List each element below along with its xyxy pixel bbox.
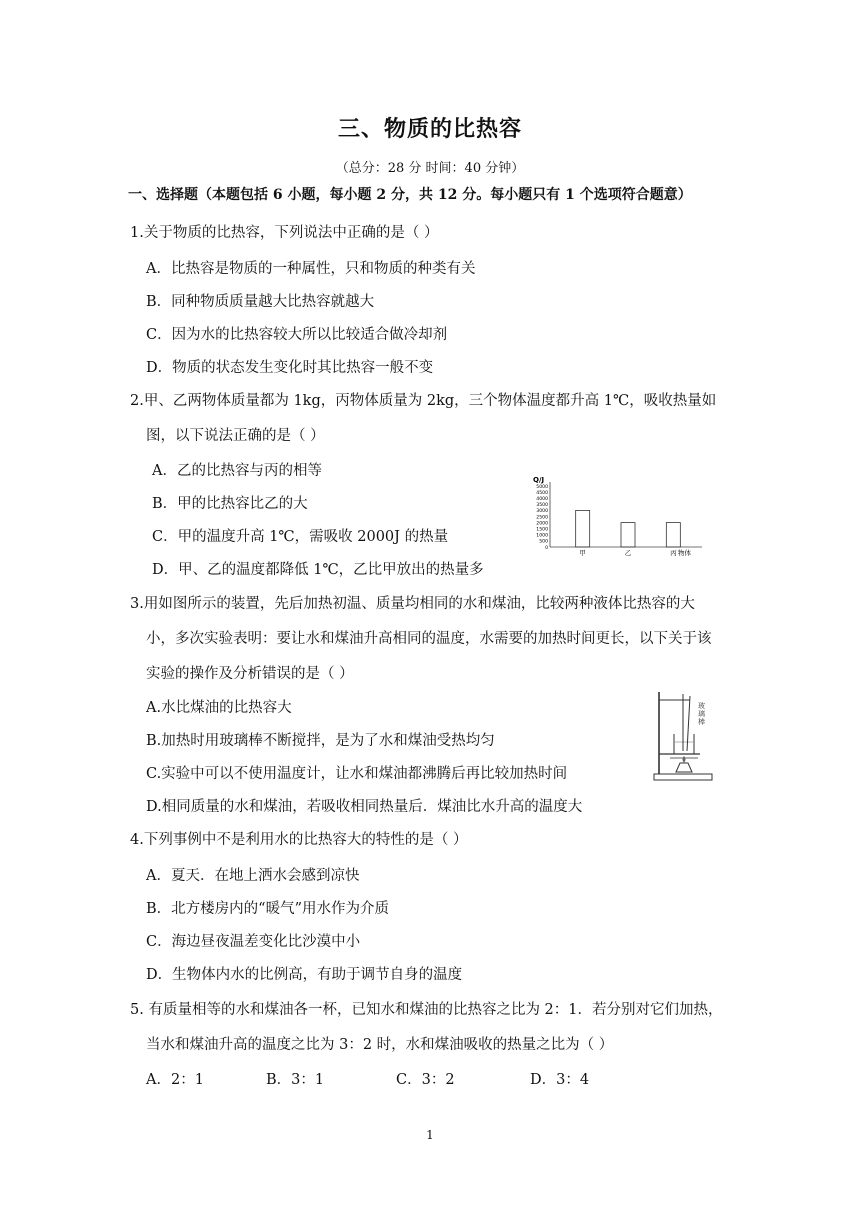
chart-y-tick-label: 500 (539, 539, 548, 545)
question-4-option-a: A．夏天．在地上洒水会感到凉快 (146, 868, 360, 884)
page-number: 1 (426, 1128, 434, 1142)
question-3-stem-line-3: 实验的操作及分析错误的是（ ） (146, 666, 354, 682)
question-5-option-c: C．3：2 (396, 1072, 455, 1088)
question-2-stem-line-1: 2.甲、乙两物体质量都为 1kg，丙物体质量为 2kg，三个物体温度都升高 1℃，吸收热量如 (130, 393, 717, 409)
page-title: 三、物质的比热容 (337, 117, 522, 142)
chart-x-tick-label: 乙 (624, 549, 632, 557)
beaker (674, 734, 694, 754)
chart-y-tick-label: 3500 (536, 503, 548, 509)
question-4-option-c: C．海边昼夜温差变化比沙漠中小 (146, 934, 361, 950)
question-5-option-a: A．2：1 (146, 1072, 204, 1088)
chart-x-tick-label: 丙 (670, 549, 677, 557)
chart-xlabel: 物体 (678, 549, 691, 557)
chart-ylabel: Q/J (533, 476, 545, 484)
question-5-stem-line-1: 5. 有质量相等的水和煤油各一杯，已知水和煤油的比热容之比为 2：1．若分别对它们加热， (130, 1002, 723, 1018)
chart-y-tick-label: 1000 (536, 533, 548, 539)
question-1-stem: 1.关于物质的比热容，下列说法中正确的是（ ） (130, 225, 439, 241)
question-2-option-a: A．乙的比热容与丙的相等 (152, 463, 322, 479)
heating-apparatus-figure (650, 688, 716, 784)
glass-rod (687, 696, 690, 751)
chart-y-tick-label: 3000 (536, 509, 548, 515)
glass-rod-label: 玻璃棒 (698, 702, 705, 726)
question-1-option-b: B．同种物质质量越大比热容就越大 (146, 294, 375, 310)
question-2-option-d: D．甲、乙的温度都降低 1℃，乙比甲放出的热量多 (152, 562, 484, 578)
question-5-stem-line-2: 当水和煤油升高的温度之比为 3：2 时，水和煤油吸收的热量之比为（ ） (146, 1037, 614, 1053)
exam-info: （总分：28 分 时间：40 分钟） (335, 161, 525, 176)
question-5-option-b: B．3：1 (266, 1072, 325, 1088)
question-3-stem-line-1: 3.用如图所示的装置，先后加热初温、质量均相同的水和煤油，比较两种液体比热容的大 (130, 596, 695, 612)
section-heading: 一、选择题（本题包括 6 小题，每小题 2 分，共 12 分。每小题只有 1 个选项符合题意） (128, 187, 692, 203)
question-3-option-b: B.加热时用玻璃棒不断搅拌，是为了水和煤油受热均匀 (146, 733, 495, 749)
chart-bar (621, 523, 635, 547)
question-1-option-c: C．因为水的比热容较大所以比较适合做冷却剂 (146, 327, 448, 343)
question-2-option-c: C．甲的温度升高 1℃，需吸收 2000J 的热量 (152, 529, 449, 545)
question-4-option-d: D．生物体内水的比例高，有助于调节自身的温度 (146, 967, 463, 983)
question-3-option-c: C.实验中可以不使用温度计，让水和煤油都沸腾后再比较加热时间 (146, 766, 568, 782)
question-4-stem: 4.下列事例中不是利用水的比热容大的特性的是（ ） (130, 832, 468, 848)
chart-y-tick-label: 2500 (536, 515, 548, 521)
heat-bar-chart (530, 470, 710, 558)
question-4-option-b: B．北方楼房内的“暖气”用水作为介质 (146, 901, 389, 917)
question-1-option-d: D．物质的状态发生变化时其比热容一般不变 (146, 360, 434, 376)
question-3-stem-line-2: 小，多次实验表明：要让水和煤油升高相同的温度，水需要的加热时间更长，以下关于该 (146, 631, 712, 647)
chart-bar (576, 510, 590, 547)
question-2-option-b: B．甲的比热容比乙的大 (152, 496, 308, 512)
question-2-stem-line-2: 图，以下说法正确的是（ ） (146, 428, 325, 444)
chart-bar (666, 523, 680, 547)
chart-y-tick-label: 5000 (536, 484, 548, 490)
alcohol-lamp (676, 763, 692, 772)
chart-y-tick-label: 4500 (536, 490, 548, 496)
question-5-option-d: D．3：4 (530, 1072, 590, 1088)
chart-y-tick-label: 0 (545, 545, 548, 551)
question-3-option-d: D.相同质量的水和煤油，若吸收相同热量后．煤油比水升高的温度大 (146, 799, 583, 815)
chart-y-tick-label: 4000 (536, 497, 548, 502)
chart-x-tick-label: 甲 (579, 549, 586, 557)
question-1-option-a: A．比热容是物质的一种属性，只和物质的种类有关 (146, 261, 476, 277)
chart-y-tick-label: 2000 (536, 521, 548, 527)
chart-y-tick-label: 1500 (536, 527, 548, 533)
question-3-option-a: A.水比煤油的比热容大 (146, 700, 292, 716)
apparatus-base (654, 774, 712, 780)
